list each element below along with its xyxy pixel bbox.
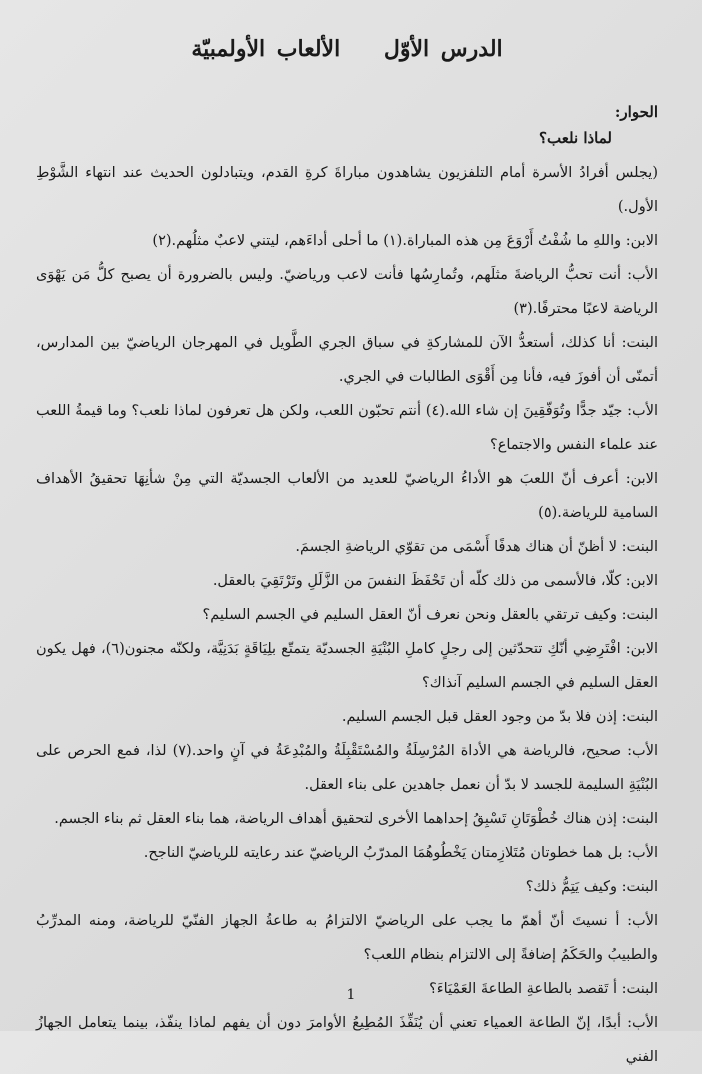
speaker-label: البنت: — [617, 811, 658, 827]
lesson-title: الألعاب الأولمبيّة — [191, 36, 341, 62]
utterance-text: كلّا، فالأسمى من ذلك كلّه أن تَحْفَظَ النفسَ من الزَّلَلِ وتَرْتَقِيَ بالعقل. — [212, 573, 622, 589]
page-number: 1 — [346, 987, 356, 1003]
dialogue — [36, 224, 658, 1074]
speaker-label: الأب: — [621, 743, 658, 759]
dialogue-line — [36, 394, 658, 462]
speaker-label: البنت: — [617, 539, 658, 555]
dialogue-line — [36, 598, 658, 632]
utterance-text: جيّد جدًّا وتُوَفّقِينَ إن شاء الله.(٤) أنتم تحبّون اللعب، ولكن هل تعرفون لماذا نلعب؟ وما قيمةُ اللعب عند علماء النفس والاجتماع؟ — [36, 403, 658, 453]
dialogue-line — [36, 326, 658, 394]
speaker-label: الأب: — [621, 1015, 658, 1031]
dialogue-line — [36, 734, 658, 802]
speaker-label: الابن: — [621, 573, 658, 589]
utterance-text: صحيح، فالرياضة هي الأداة المُرْسِلَةُ والمُسْتَقْبِلَةُ والمُبْدِعَةُ في آنٍ واحد.(٧) لذا، فمع الحرص على البُنْيَةِ السليمة للجسد لا بدّ أن نعمل جاهدين على بناء العقل. — [36, 743, 658, 793]
utterance-text: واللهِ ما شُفْتُ أَرْوَعَ مِن هذه المباراة.(١) ما أحلى أداءَهم، ليتني لاعبٌ مثلُهم.(٢) — [152, 233, 622, 249]
dialogue-line — [36, 904, 658, 972]
dialogue-line — [36, 632, 658, 700]
utterance-text: إذن فلا بدّ من وجود العقل قبل الجسم السليم. — [341, 709, 618, 725]
speaker-label: البنت: — [617, 981, 658, 997]
dialogue-line — [36, 258, 658, 326]
dialogue-line — [36, 802, 658, 836]
speaker-label: الأب: — [619, 913, 658, 929]
speaker-label: الابن: — [618, 471, 658, 487]
speaker-label: الأب: — [622, 403, 658, 419]
dialogue-line — [36, 836, 658, 870]
utterance-text: أ نسيتَ أنّ أهمّ ما يجب على الرياضيّ الالتزامُ به طاعةُ الجهاز الفنّيّ للرياضة، ومنه المدرِّبُ والطبيبُ والحَكَمُ إضافةً إلى الالتزام بنظام اللعب؟ — [36, 913, 658, 963]
utterance-text: أنا كذلك، أستعدُّ الآن للمشاركةِ في سباق الجري الطَّويل في المهرجان الرياضيّ بين المدارس، أتمنّى أن أفوزَ فيه، فأنا مِن أَقْوَى الطالبات في الجري. — [36, 335, 658, 385]
dialogue-line — [36, 870, 658, 904]
utterance-text: افْتَرِضِي أنّكِ تتحدّثين إلى رجلٍ كاملِ البُنْيَةِ الجسديّة يتمتّع بلِيَاقَةٍ بَدَنِيَّة، ولكنّه مجنون(٦)، فهل يكون العقل السليم في الجسم السليم آنذاك؟ — [36, 641, 658, 691]
speaker-label: الابن: — [620, 641, 658, 657]
utterance-text: وكيف ترتقي بالعقل ونحن نعرف أنّ العقل السليم في الجسم السليم؟ — [202, 607, 618, 623]
utterance-text: إذن هناك خُطْوَتَانِ تَسْبِقُ إحداهما الأخرى لتحقيق أهداف الرياضة، هما بناء العقل ثم بناء الجسم. — [54, 811, 618, 827]
stage-direction: (يجلس أفرادُ الأسرة أمام التلفزيون يشاهدون مباراةَ كرةِ القدم، ويتبادلون الحديث عند انتهاء الشَّوْطِ الأول.) — [36, 165, 658, 215]
speaker-label: الأب: — [621, 267, 658, 283]
lesson-label: الدرس الأوّل — [383, 36, 503, 62]
subheading: لماذا نلعب؟ — [539, 129, 612, 147]
speaker-label: البنت: — [615, 335, 658, 351]
utterance-text: وكيف يَتِمُّ ذلك؟ — [525, 879, 618, 895]
dialogue-line — [36, 1006, 658, 1074]
utterance-text: أ تَقصد بالطاعةِ الطاعةَ العَمْيَاءَ؟ — [429, 981, 618, 997]
dialogue-line — [36, 564, 658, 598]
dialogue-line — [36, 530, 658, 564]
utterance-text: أعرف أنّ اللعبَ هو الأداءُ الرياضيّ للعديد من الألعاب الجسديّة التي مِنْ شأنِهَا تحقيقُ الأهداف السامية للرياضة.(٥) — [36, 471, 658, 521]
utterance-text: بل هما خطوتان مُتَلازِمتان يَخْطُوهُمَا المدرّبُ الرياضيّ عند رعايته للرياضيّ الناجح. — [143, 845, 623, 861]
utterance-text: لا أظنّ أن هناك هدفًا أَسْمَى من تقوّي الرياضةِ الجسمَ. — [295, 539, 618, 555]
utterance-text: أبدًا، إنّ الطاعة العمياء تعني أن يُنَفِّذَ المُطِيعُ الأوامرَ دون أن يفهم لماذا ينفّذ، بينما يتعامل الجهازُ الفني — [36, 1015, 658, 1065]
speaker-label: البنت: — [617, 879, 658, 895]
page-title — [36, 34, 658, 64]
dialogue-line — [36, 224, 658, 258]
speaker-label: البنت: — [617, 607, 658, 623]
dialogue-line — [36, 462, 658, 530]
section-label: الحوار: — [614, 103, 658, 121]
speaker-label: الابن: — [621, 233, 658, 249]
dialogue-line — [36, 700, 658, 734]
speaker-label: البنت: — [617, 709, 658, 725]
utterance-text: أنت تحبُّ الرياضةَ مثلَهم، وتُمارِسُها فأنت لاعب ورياضيّ. وليس بالضرورة أن يصبح كلُّ مَن يَهْوَى الرياضة لاعبًا محترفًا.(٣) — [36, 267, 658, 317]
speaker-label: الأب: — [622, 845, 658, 861]
